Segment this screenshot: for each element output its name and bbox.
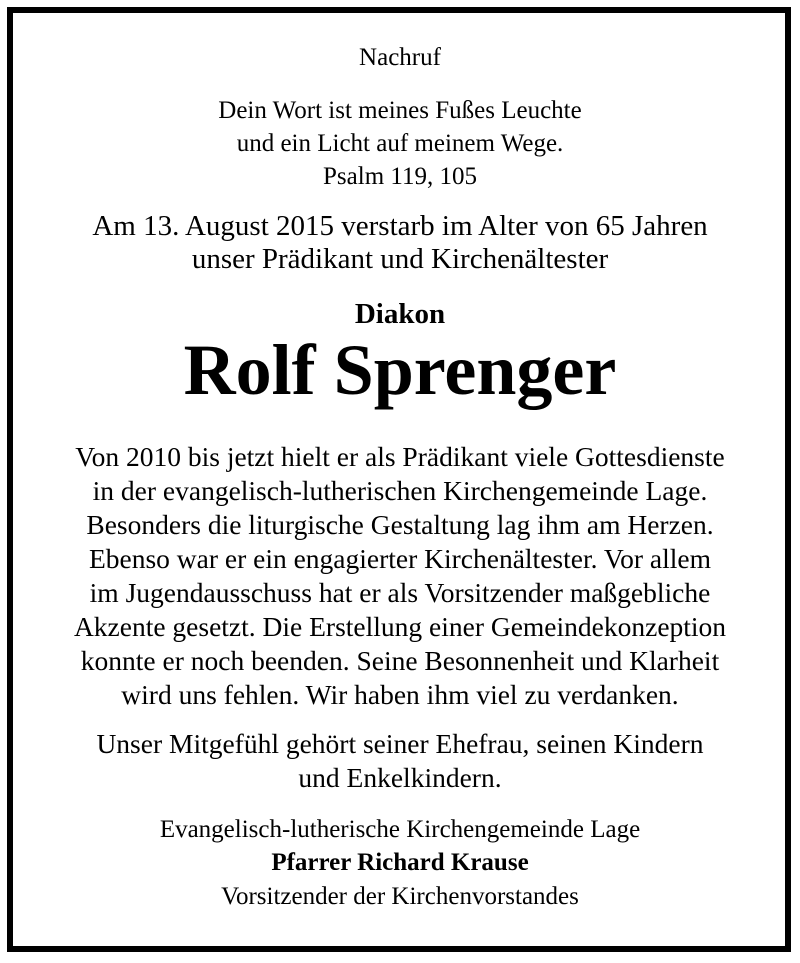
- tribute-line: Von 2010 bis jetzt hielt er als Prädikant viele Gottesdienste: [75, 441, 725, 472]
- tribute-line: in der evangelisch-lutherischen Kirchengemeinde Lage.: [92, 475, 708, 506]
- tribute-line: Ebenso war er ein engagierter Kirchenältester. Vor allem: [88, 543, 712, 574]
- signature-role: Vorsitzender der Kirchenvorstandes: [221, 883, 579, 910]
- deceased-name: Rolf Sprenger: [183, 330, 617, 410]
- signature-organization: Evangelisch-lutherische Kirchengemeinde Lage: [159, 816, 641, 843]
- tribute-line: konnte er noch beenden. Seine Besonnenheit und Klarheit: [80, 645, 720, 676]
- announcement-line-1: Am 13. August 2015 verstarb im Alter von 65 Jahren: [92, 210, 708, 242]
- condolence-line-2: und Enkelkindern.: [298, 762, 502, 793]
- verse-reference: Psalm 119, 105: [323, 163, 477, 190]
- deceased-title: Diakon: [354, 298, 446, 330]
- signature-name: Pfarrer Richard Krause: [271, 849, 529, 876]
- tribute-line: Akzente gesetzt. Die Erstellung einer Gemeindekonzeption: [73, 611, 727, 642]
- announcement-line-2: unser Prädikant und Kirchenältester: [191, 243, 609, 275]
- notice-heading: Nachruf: [359, 44, 441, 71]
- condolence-line-1: Unser Mitgefühl gehört seiner Ehefrau, seinen Kindern: [96, 728, 704, 759]
- tribute-line: im Jugendausschuss hat er als Vorsitzender maßgebliche: [89, 577, 711, 608]
- verse-line-1: Dein Wort ist meines Fußes Leuchte: [218, 97, 582, 124]
- tribute-line: Besonders die liturgische Gestaltung lag ihm am Herzen.: [86, 509, 714, 540]
- tribute-line: wird uns fehlen. Wir haben ihm viel zu verdanken.: [121, 679, 679, 710]
- verse-line-2: und ein Licht auf meinem Wege.: [236, 130, 564, 157]
